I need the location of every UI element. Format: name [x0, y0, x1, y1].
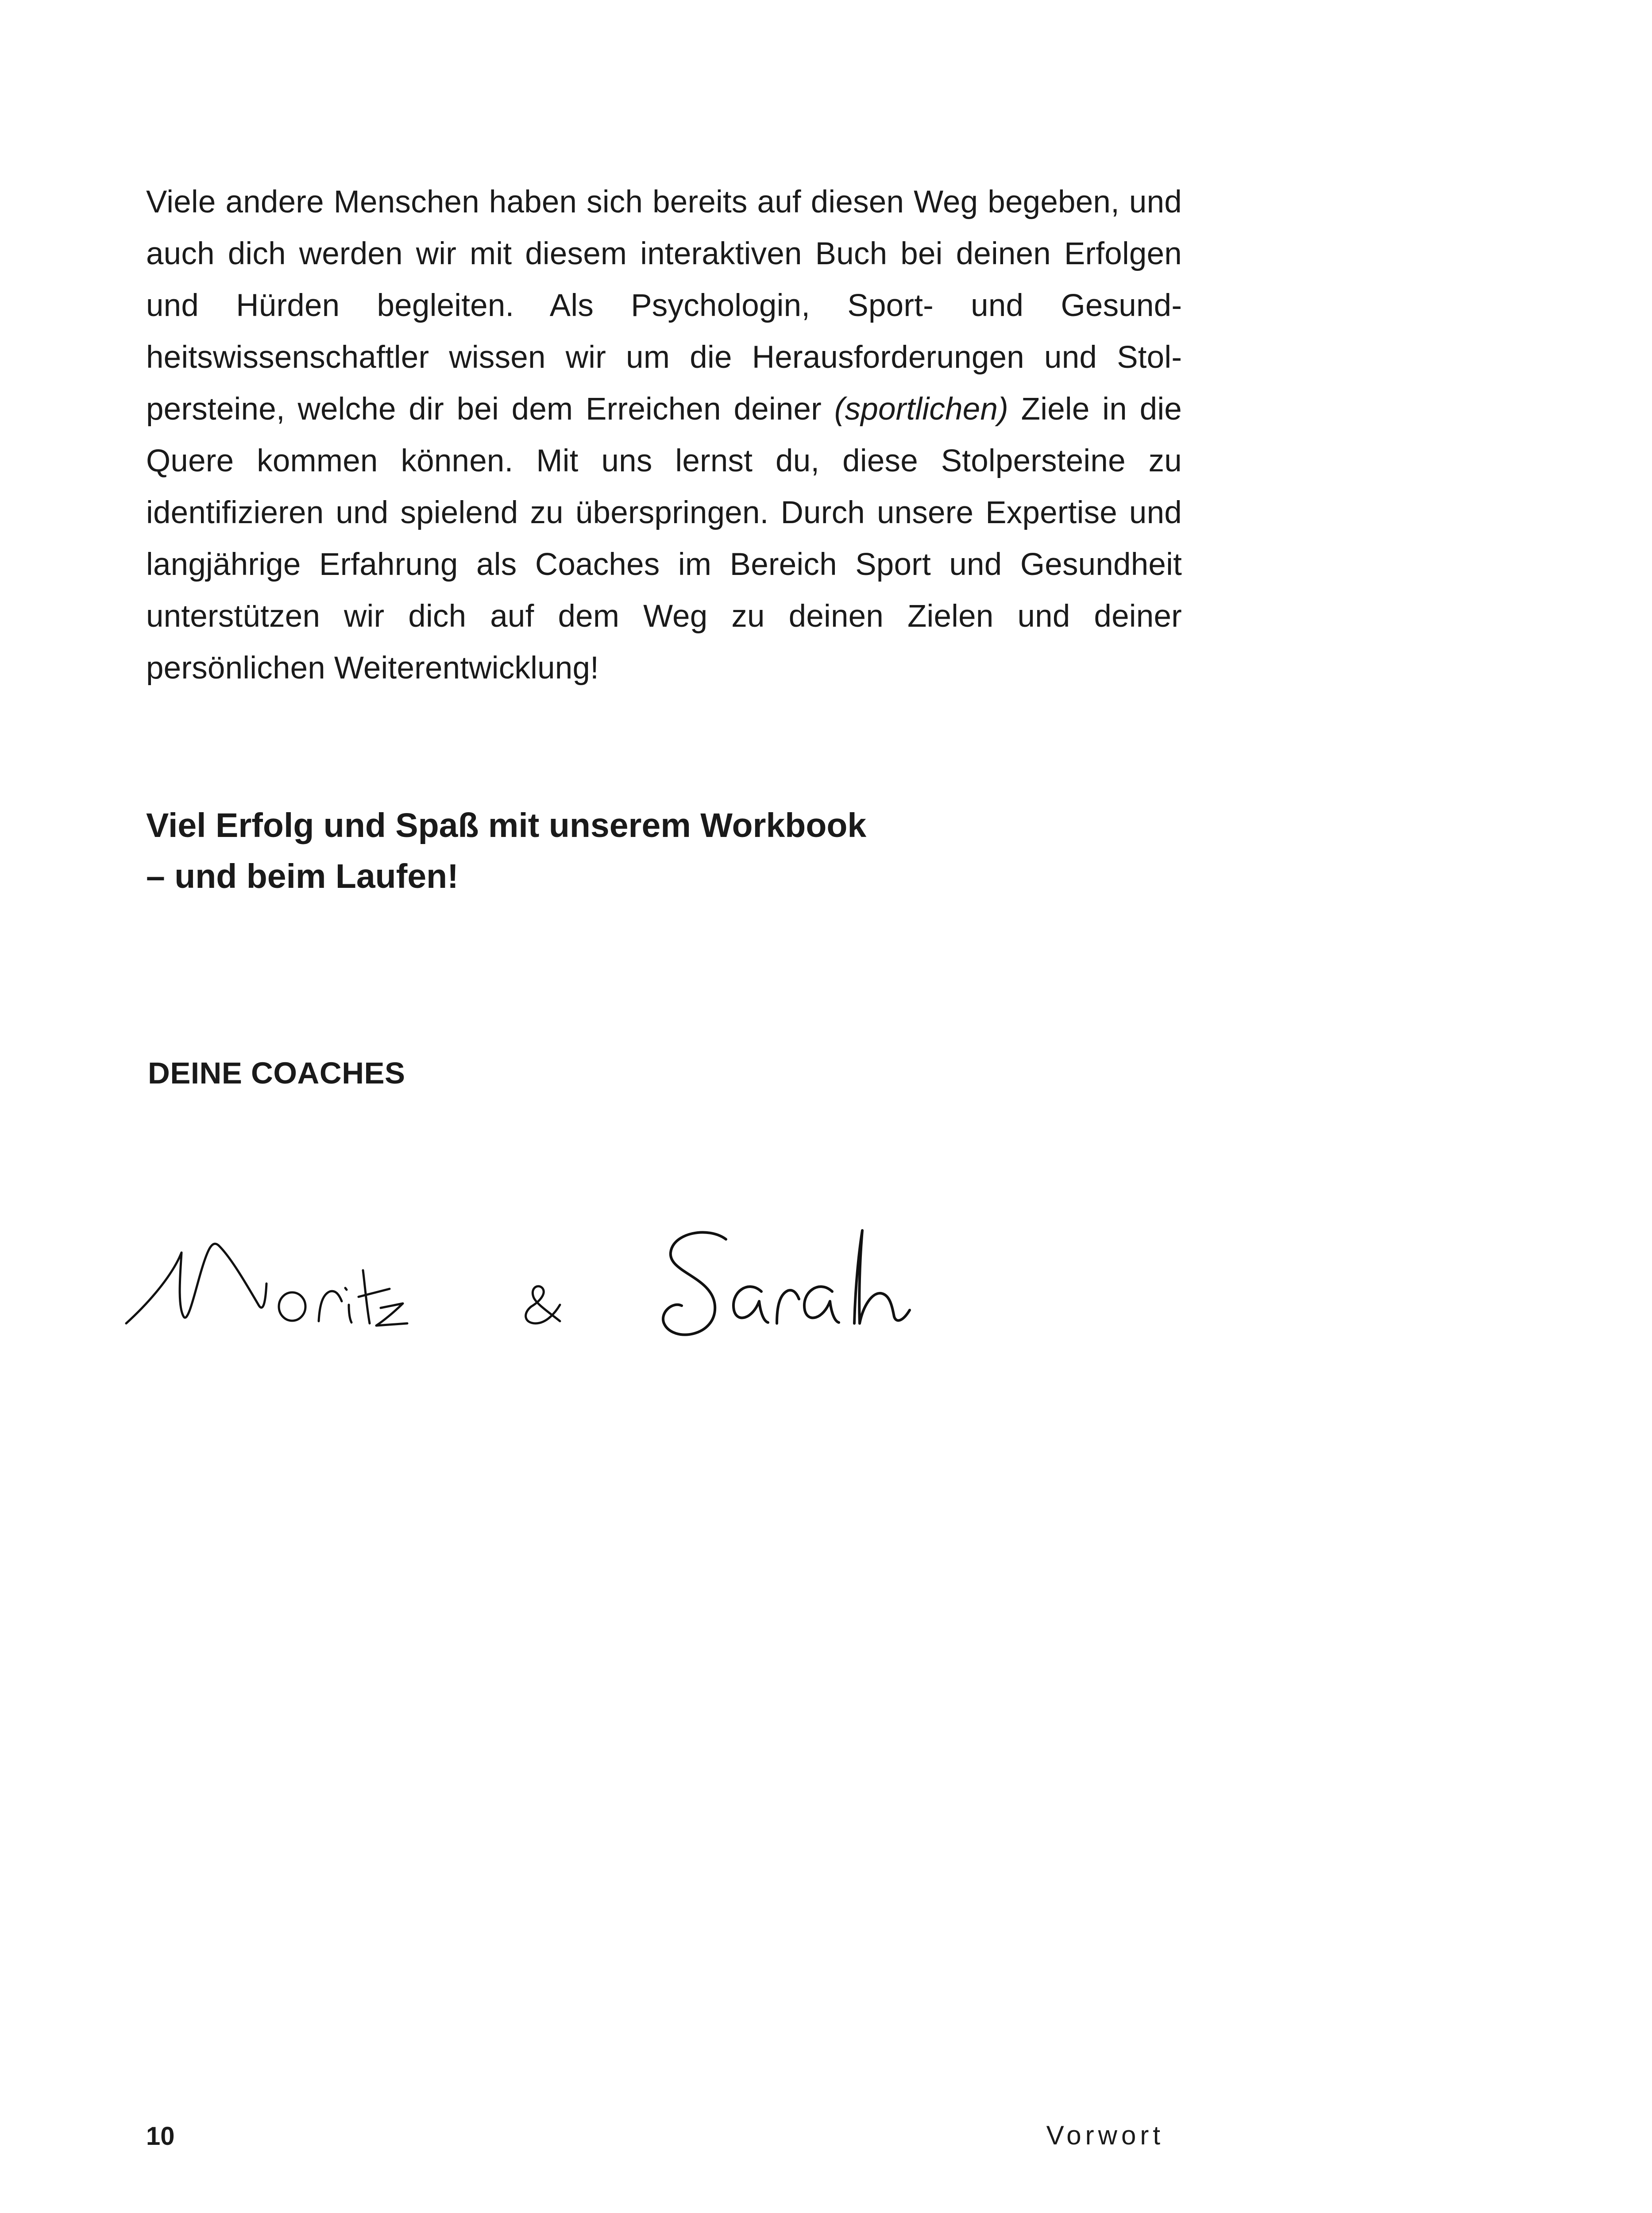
handwritten-signature [124, 1191, 965, 1376]
section-title: Vorwort [1046, 2120, 1164, 2150]
closing-line-1: Viel Erfolg und Spaß mit unserem Workbook [146, 806, 867, 844]
body-text-part-2: Ziele in die Quere kommen können. Mit uns lernst du, diese Stolpersteine zu identifizieren und spielend zu überspringen. Durch unsere Expertise und langjährige Erfahrung als Coaches im Bereich Sport und Gesundheit unterstützen wir dich auf dem Weg zu deinen Zielen und deiner persönlichen Weiterentwicklung! [146, 392, 1182, 686]
body-text-italic: (sportlichen) [834, 392, 1008, 427]
signature-ampersand [526, 1286, 560, 1323]
closing-statement [146, 800, 1208, 902]
signature-moritz [126, 1244, 266, 1323]
closing-line-2: – und beim Laufen! [146, 857, 459, 895]
body-paragraph [146, 176, 1182, 694]
coaches-heading: DEINE COACHES [148, 1056, 405, 1090]
body-text-part-1: Viele andere Menschen haben sich bereits auf diesen Weg begeben, und auch dich werden wir mit diesem interaktiven Buch bei deinen Erfolgen und Hürden begleiten. Als Psychologin, Sport- und Gesundheitswissenschaftler wissen wir um die Herausforderungen und Stolpersteine, welche dir bei dem Erreichen deiner [146, 185, 1182, 427]
page-number: 10 [146, 2122, 175, 2151]
signature-sarah [663, 1232, 726, 1334]
